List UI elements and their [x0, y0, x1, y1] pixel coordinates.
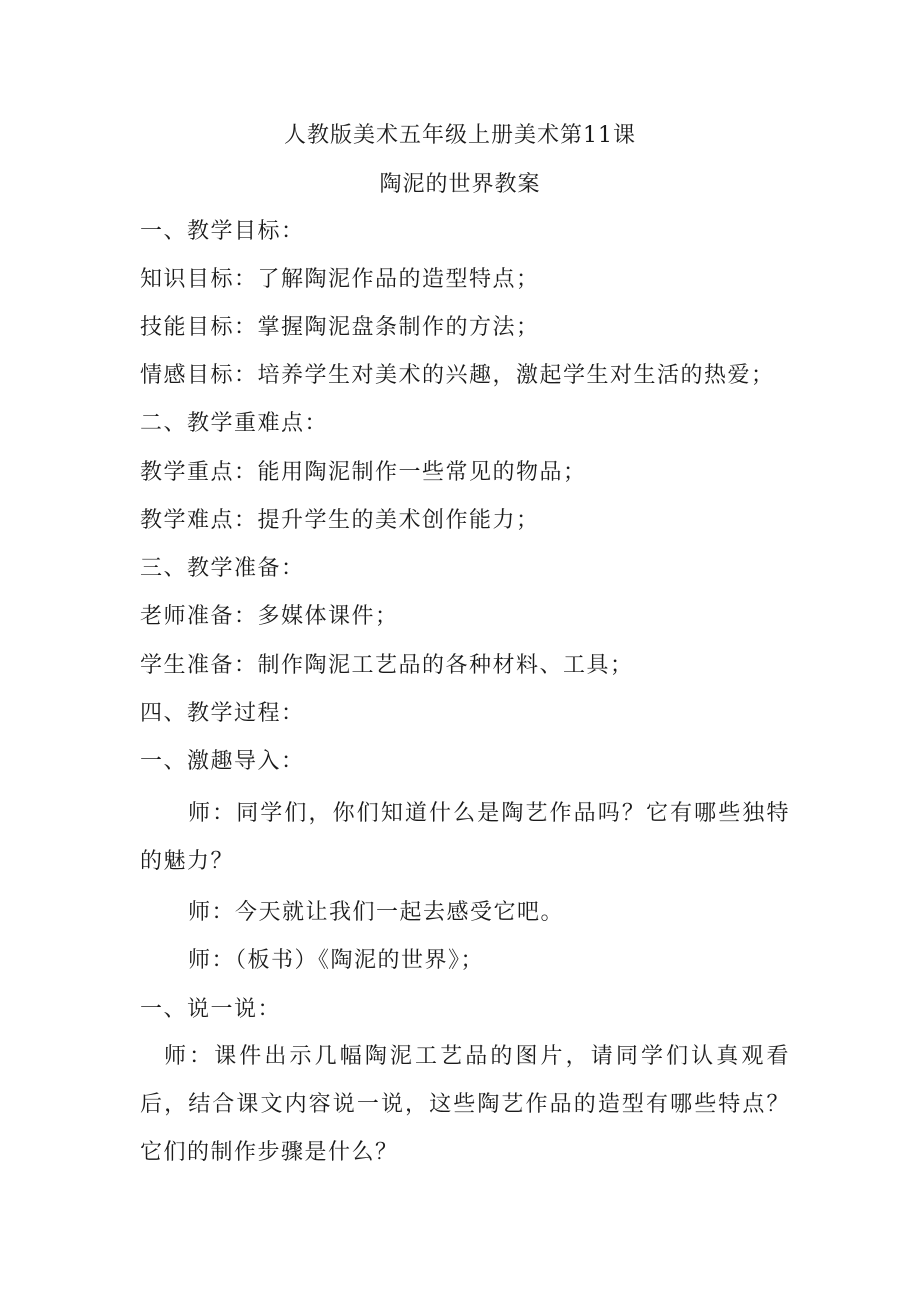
teacher-dialogue-1: 师：同学们，你们知道什么是陶艺作品吗？它有哪些独特的魅力？ — [140, 801, 790, 874]
section-heading-objectives: 一、教学目标： — [140, 219, 305, 244]
section-heading-preparation: 三、教学准备： — [140, 556, 305, 581]
section-heading-key-points: 二、教学重难点： — [140, 411, 329, 436]
teacher-dialogue-4: 师：课件出示几幅陶泥工艺品的图片，请同学们认真观看后，结合课文内容说一说，这些陶艺作品的造型有哪些特点？它们的制作步骤是什么？ — [140, 1044, 790, 1165]
skill-objective: 技能目标：掌握陶泥盘条制作的方法； — [140, 315, 540, 340]
knowledge-objective: 知识目标：了解陶泥作品的造型特点； — [140, 267, 540, 292]
key-point: 教学重点：能用陶泥制作一些常见的物品； — [140, 460, 587, 485]
document-subtitle: 陶泥的世界教案 — [379, 172, 541, 197]
step-heading-discussion: 一、说一说： — [140, 997, 282, 1022]
difficult-point: 教学难点：提升学生的美术创作能力； — [140, 508, 540, 533]
teacher-dialogue-3: 师：（板书）《陶泥的世界》； — [188, 948, 485, 973]
section-heading-process: 四、教学过程： — [140, 701, 305, 726]
step-heading-introduction: 一、激趣导入： — [140, 749, 305, 774]
teacher-preparation: 老师准备：多媒体课件； — [140, 604, 399, 629]
student-preparation: 学生准备：制作陶泥工艺品的各种材料、工具； — [140, 653, 634, 678]
emotion-objective: 情感目标：培养学生对美术的兴趣，激起学生对生活的热爱； — [140, 363, 775, 388]
teacher-dialogue-2: 师：今天就让我们一起去感受它吧。 — [188, 900, 565, 925]
document-title: 人教版美术五年级上册美术第11课 — [284, 123, 636, 148]
